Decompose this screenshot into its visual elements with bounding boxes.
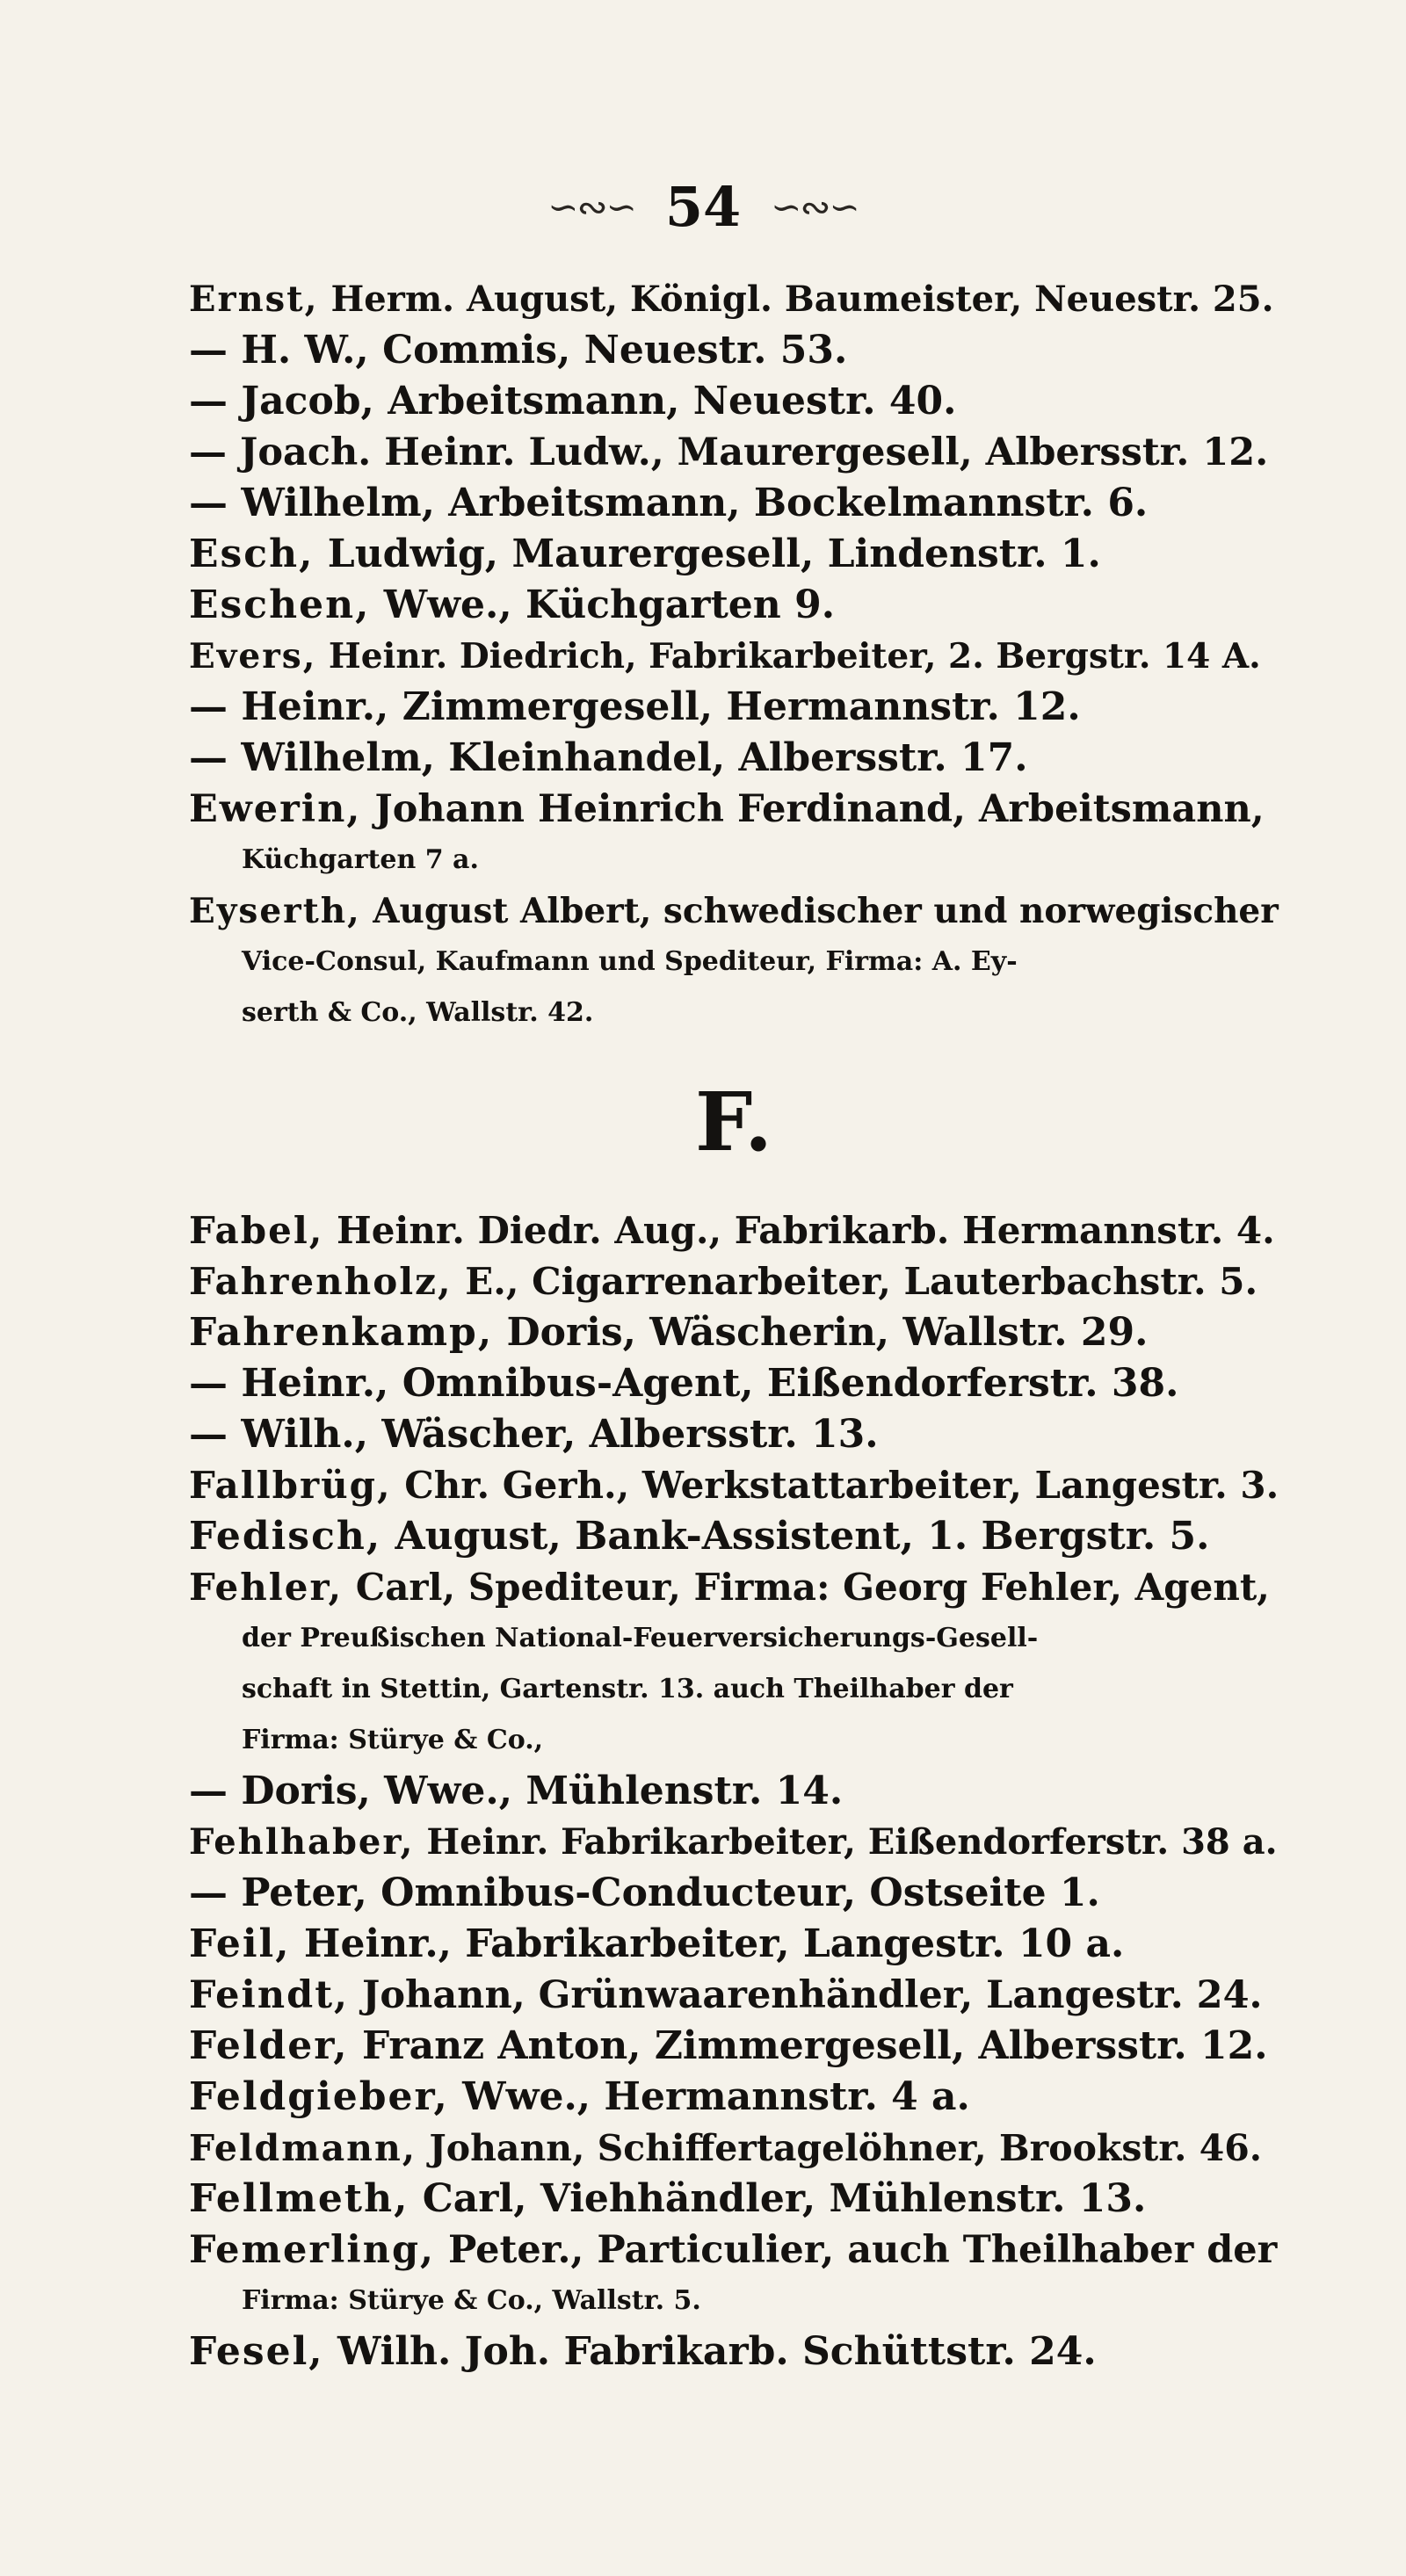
- directory-entry: [189, 529, 1279, 580]
- entry-text: Wwe., Küchgarten 9.: [383, 582, 836, 627]
- entry-name: Fedisch,: [189, 1514, 382, 1559]
- entry-name: Ewerin,: [189, 787, 362, 831]
- directory-entry: [189, 733, 1279, 784]
- entry-name: — Jacob,: [189, 379, 374, 423]
- entry-name: Femerling,: [189, 2228, 436, 2272]
- entry-text: Kleinhandel, Albersstr. 17.: [448, 735, 1028, 780]
- entry-text: Johann, Schiffertagelöhner, Brookstr. 46.: [429, 2127, 1263, 2169]
- entries-block-e: [189, 274, 1279, 1038]
- entry-text: der Preußischen National-Feuerversicherungs-Gesell-: [242, 1623, 1039, 1653]
- entry-text: Ludwig, Maurergesell, Lindenstr. 1.: [327, 532, 1101, 576]
- directory-entries: [189, 274, 1279, 2377]
- page-header: [0, 167, 1406, 246]
- entry-text: Vice-Consul, Kaufmann und Spediteur, Firma: A. Ey-: [242, 946, 1018, 977]
- entry-text: Wwe., Hermannstr. 4 a.: [462, 2074, 970, 2119]
- entry-name: Fahrenkamp,: [189, 1310, 494, 1355]
- directory-entry: [189, 2326, 1279, 2377]
- entry-name: Feil,: [189, 1921, 291, 1966]
- entry-name: Feindt,: [189, 1973, 350, 2017]
- entry-name: Feldmann,: [189, 2127, 417, 2169]
- directory-entry: [189, 2174, 1279, 2225]
- entry-name: — Wilhelm,: [189, 481, 435, 525]
- entry-name: — H. W.,: [189, 328, 369, 373]
- entry-text: E., Cigarrenarbeiter, Lauterbachstr. 5.: [465, 1260, 1258, 1303]
- directory-entry: [189, 1868, 1279, 1919]
- entry-text: Heinr., Fabrikarbeiter, Langestr. 10 a.: [303, 1921, 1125, 1966]
- directory-entry: [189, 1205, 1279, 1256]
- directory-entry: [189, 376, 1279, 427]
- entry-name: Fellmeth,: [189, 2176, 409, 2221]
- entry-name: Fallbrüg,: [189, 1464, 392, 1507]
- entry-text: Peter., Particulier, auch Theilhaber der: [448, 2228, 1278, 2272]
- entry-text: Carl, Viehhändler, Mühlenstr. 13.: [422, 2176, 1147, 2221]
- directory-entry: [189, 1409, 1279, 1460]
- ornament-left: ∽∾∽: [547, 185, 635, 228]
- entry-name: — Heinr.,: [189, 684, 389, 729]
- entry-text: Heinr. Diedr. Aug., Fabrikarb. Hermannstr. 4.: [337, 1209, 1275, 1252]
- entry-name: — Doris,: [189, 1769, 371, 1813]
- directory-entry: [189, 1766, 1279, 1817]
- entry-name: — Wilhelm,: [189, 735, 435, 780]
- entry-name: — Wilh.,: [189, 1412, 369, 1457]
- entries-block-f: [189, 1205, 1279, 2377]
- entry-name: Fabel,: [189, 1209, 324, 1252]
- entry-text: Wilh. Joh. Fabrikarb. Schüttstr. 24.: [337, 2329, 1097, 2374]
- directory-entry: [189, 937, 1279, 988]
- directory-entry: [189, 1919, 1279, 1970]
- directory-entry: [189, 2225, 1279, 2276]
- directory-entry: [189, 784, 1279, 835]
- entry-text: Heinr. Diedrich, Fabrikarbeiter, 2. Bergstr. 14 A.: [328, 636, 1261, 677]
- directory-entry: [189, 2021, 1279, 2072]
- entry-text: Carl, Spediteur, Firma: Georg Fehler, Agent,: [355, 1566, 1270, 1609]
- entry-name: Fahrenholz,: [189, 1260, 453, 1303]
- entry-text: Arbeitsmann, Neuestr. 40.: [388, 379, 957, 423]
- section-letter: F.: [694, 1075, 773, 1169]
- directory-entry: [189, 988, 1279, 1038]
- directory-entry: [189, 427, 1279, 478]
- directory-entry: [189, 1460, 1279, 1511]
- directory-entry: [189, 1715, 1279, 1766]
- entry-text: Commis, Neuestr. 53.: [382, 328, 848, 373]
- directory-entry: [189, 835, 1279, 886]
- directory-entry: [189, 1358, 1279, 1409]
- entry-name: Felder,: [189, 2023, 349, 2068]
- directory-entry: [189, 478, 1279, 529]
- entry-text: Küchgarten 7 a.: [242, 844, 479, 875]
- entry-name: — Peter,: [189, 1870, 367, 1915]
- entry-text: Wäscher, Albersstr. 13.: [381, 1412, 879, 1457]
- directory-entry: [189, 2276, 1279, 2326]
- entry-text: Firma: Stürye & Co., Wallstr. 5.: [242, 2285, 701, 2316]
- directory-entry: [189, 1817, 1279, 1868]
- directory-entry: [189, 2072, 1279, 2123]
- directory-entry: [189, 325, 1279, 376]
- entry-text: Omnibus-Agent, Eißendorferstr. 38.: [402, 1361, 1179, 1406]
- entry-text: Johann Heinrich Ferdinand, Arbeitsmann,: [374, 787, 1265, 831]
- page-number: 54: [664, 174, 742, 239]
- entry-name: Evers,: [189, 636, 317, 677]
- directory-entry: [189, 1307, 1279, 1358]
- directory-entry: [189, 1664, 1279, 1715]
- entry-name: — Joach.: [189, 431, 372, 474]
- directory-entry: [189, 274, 1279, 325]
- directory-entry: [189, 886, 1279, 937]
- directory-entry: [189, 1511, 1279, 1562]
- directory-entry: [189, 1562, 1279, 1613]
- directory-entry: [189, 580, 1279, 631]
- entry-text: Zimmergesell, Hermannstr. 12.: [402, 684, 1081, 729]
- entry-name: Fehler,: [189, 1566, 344, 1609]
- entry-text: August Albert, schwedischer und norwegischer: [373, 891, 1279, 931]
- entry-name: Eyserth,: [189, 891, 361, 931]
- entry-text: Heinr. Ludw., Maurergesell, Albersstr. 12.: [384, 431, 1269, 474]
- entry-text: Doris, Wäscherin, Wallstr. 29.: [506, 1310, 1149, 1355]
- entry-name: — Heinr.,: [189, 1361, 389, 1406]
- entry-name: Esch,: [189, 532, 315, 576]
- directory-entry: [189, 1256, 1279, 1307]
- entry-text: Chr. Gerh., Werkstattarbeiter, Langestr. 3.: [404, 1464, 1279, 1507]
- entry-name: Feldgieber,: [189, 2074, 449, 2119]
- entry-text: Franz Anton, Zimmergesell, Albersstr. 12.: [361, 2023, 1268, 2068]
- entry-text: Wwe., Mühlenstr. 14.: [384, 1769, 844, 1813]
- entry-text: schaft in Stettin, Gartenstr. 13. auch Theilhaber der: [242, 1674, 1013, 1704]
- directory-entry: [189, 631, 1279, 682]
- entry-text: August, Bank-Assistent, 1. Bergstr. 5.: [395, 1514, 1210, 1559]
- entry-text: Arbeitsmann, Bockelmannstr. 6.: [448, 481, 1149, 525]
- entry-name: Fesel,: [189, 2329, 324, 2374]
- directory-entry: [189, 2123, 1279, 2174]
- entry-text: Johann, Grünwaarenhändler, Langestr. 24.: [362, 1973, 1263, 2017]
- entry-name: Ernst,: [189, 279, 319, 320]
- entry-text: Firma: Stürye & Co.,: [242, 1725, 544, 1755]
- entry-text: Heinr. Fabrikarbeiter, Eißendorferstr. 38 a.: [426, 1821, 1278, 1863]
- entry-text: serth & Co., Wallstr. 42.: [242, 997, 594, 1028]
- entry-text: Herm. August, Königl. Baumeister, Neuestr. 25.: [330, 279, 1274, 320]
- directory-entry: [189, 1970, 1279, 2021]
- entry-name: Eschen,: [189, 582, 371, 627]
- ornament-right: ∽∾∽: [771, 185, 859, 228]
- directory-entry: [189, 682, 1279, 733]
- entry-name: Fehlhaber,: [189, 1821, 415, 1863]
- entry-text: Omnibus-Conducteur, Ostseite 1.: [380, 1870, 1100, 1915]
- directory-entry: [189, 1613, 1279, 1664]
